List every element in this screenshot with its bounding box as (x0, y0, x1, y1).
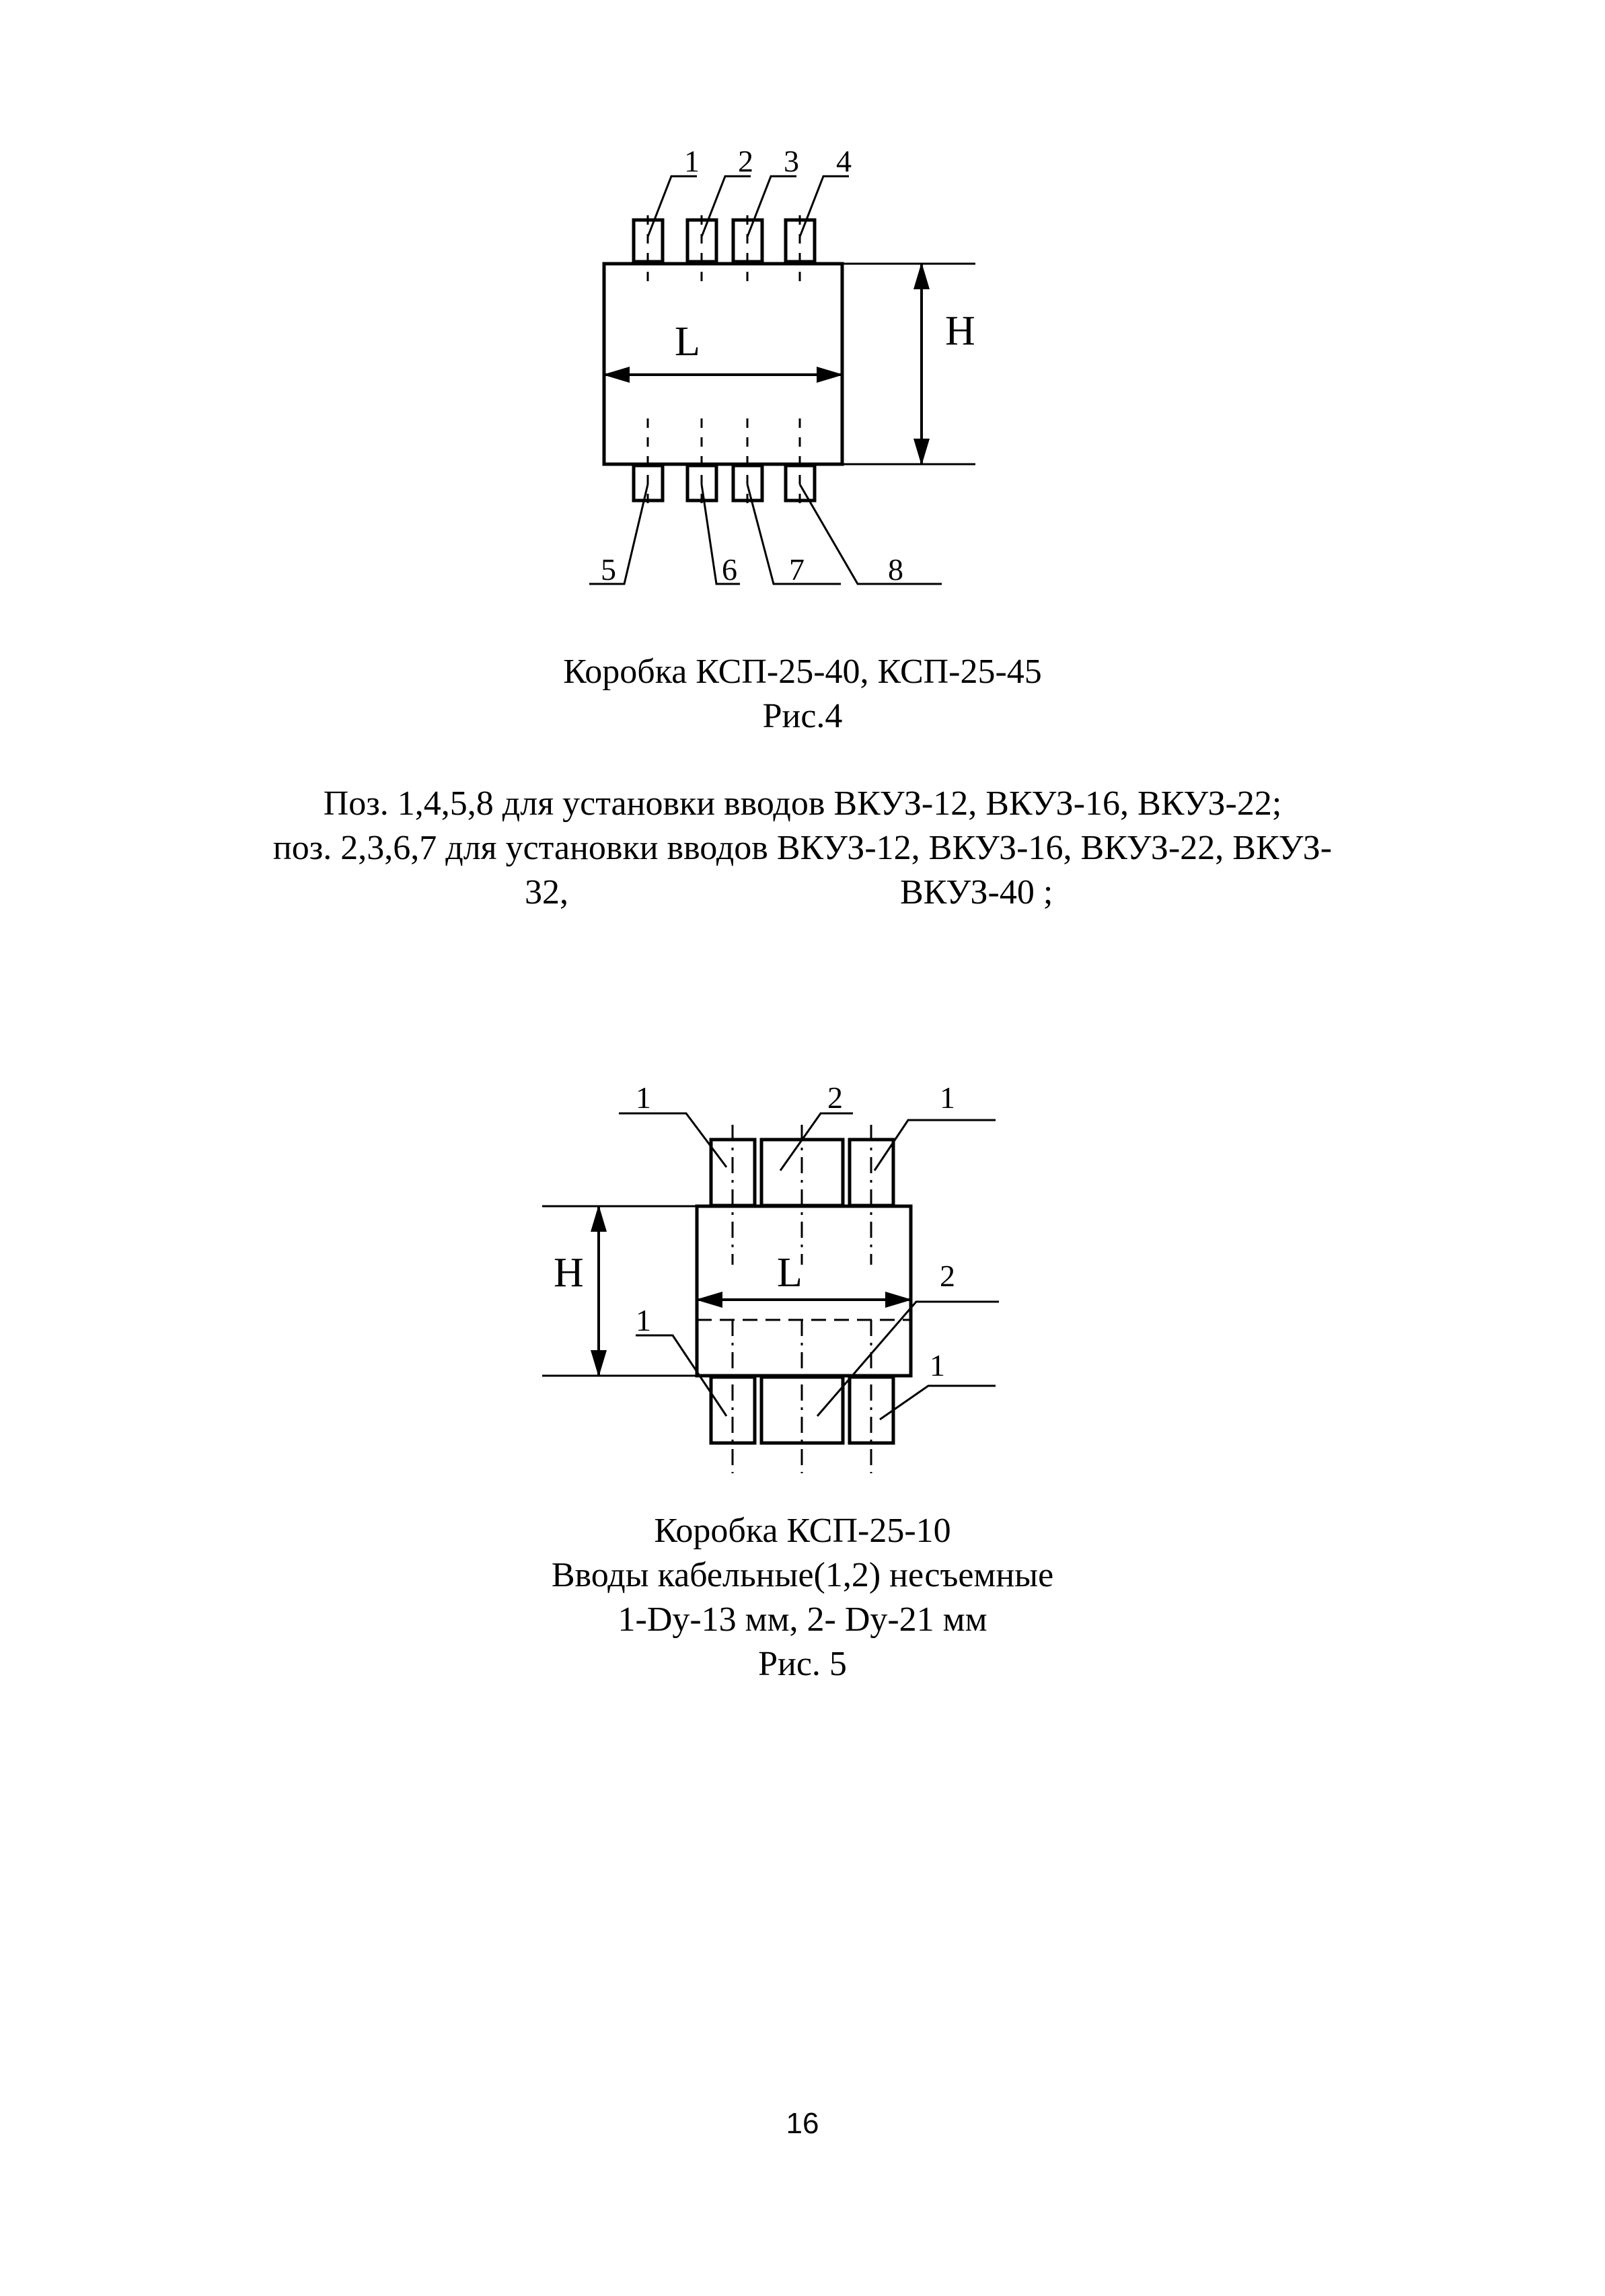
length-label: L (675, 319, 700, 365)
top-leaders (648, 176, 849, 237)
figure-4-diagram (589, 144, 975, 587)
figure-5-diagram (542, 1080, 999, 1473)
box-body (697, 1206, 911, 1376)
note-line-3a: 32, (525, 873, 568, 912)
note-line-3b: ВКУЗ-40 ; (900, 873, 1053, 912)
figure-5-sizes: 1-Dy-13 мм, 2- Dy-21 мм (618, 1600, 987, 1639)
figure-5-caption: Коробка КСП-25-10 (654, 1512, 951, 1550)
label-6: 6 (722, 552, 737, 587)
page-number: 16 (786, 2107, 819, 2140)
height-label: H (945, 308, 975, 354)
label-top-right: 1 (940, 1080, 955, 1115)
label-right-lower: 1 (930, 1348, 945, 1382)
label-2: 2 (738, 144, 753, 178)
label-8: 8 (888, 552, 903, 587)
figure-5-inputs: Вводы кабельные(1,2) несъемные (551, 1556, 1054, 1594)
label-top-left: 1 (636, 1080, 651, 1115)
length-label: L (777, 1250, 803, 1296)
label-7: 7 (789, 552, 805, 587)
label-top-middle: 2 (827, 1080, 843, 1115)
figure-4-caption: Коробка КСП-25-40, КСП-25-45 (563, 653, 1042, 691)
note-line-1: Поз. 1,4,5,8 для установки вводов ВКУЗ-12, ВКУЗ-16, ВКУЗ-22; (323, 784, 1282, 823)
label-3: 3 (784, 144, 799, 178)
box-body (604, 264, 842, 464)
figure-5-number: Рис. 5 (758, 1645, 847, 1683)
label-1: 1 (684, 144, 700, 178)
label-4: 4 (836, 144, 852, 178)
top-leaders (619, 1113, 996, 1171)
centre-lines (648, 215, 800, 505)
label-right-upper: 2 (940, 1259, 955, 1293)
label-5: 5 (601, 552, 616, 587)
height-label: H (554, 1250, 584, 1296)
figure-4-number: Рис.4 (762, 697, 843, 735)
label-left-lower: 1 (636, 1303, 651, 1337)
note-line-2: поз. 2,3,6,7 для установки вводов ВКУЗ-12, ВКУЗ-16, ВКУЗ-22, ВКУЗ- (272, 829, 1333, 867)
